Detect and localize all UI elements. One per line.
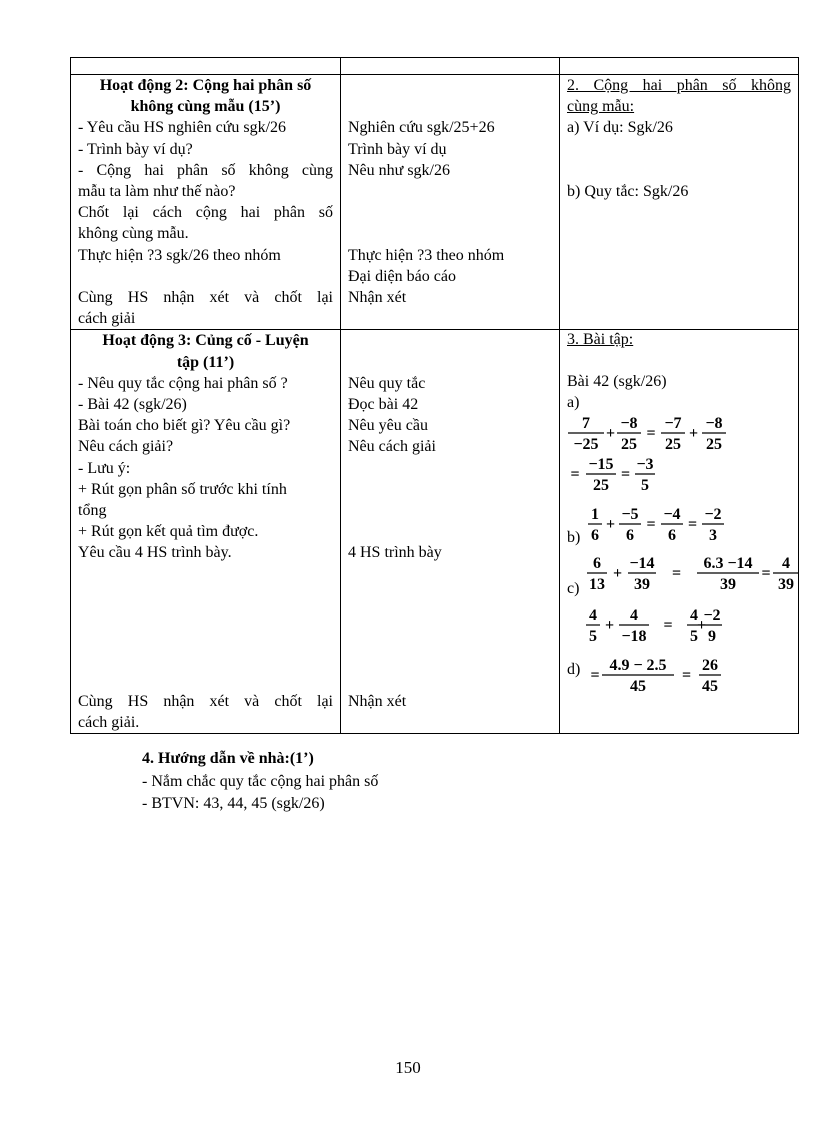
fraction (697, 555, 759, 593)
section-heading: cùng mẫu: (567, 98, 635, 116)
student-step: Đại diện báo cáo (348, 267, 456, 285)
fraction-denominator: −18 (621, 628, 647, 646)
fraction (702, 506, 724, 544)
rule-ref: b) Quy tắc: Sgk/26 (567, 182, 689, 200)
fraction-denominator: 13 (589, 576, 605, 594)
lesson-plan-table (70, 57, 799, 734)
fraction-numerator: −2 (704, 506, 722, 524)
student-step: Nêu cách giải (348, 438, 436, 456)
fraction-numerator: −4 (663, 506, 681, 524)
fraction-numerator: 4 (782, 555, 790, 573)
fraction-denominator: 45 (630, 678, 646, 696)
activity-title: tập (11’) (176, 353, 235, 371)
fraction (586, 456, 616, 494)
fraction-denominator: 6 (591, 527, 599, 545)
plus-sign: + (605, 425, 616, 443)
plus-sign: + (612, 565, 623, 583)
equals-sign: = (687, 516, 698, 534)
fraction-denominator: 3 (709, 527, 717, 545)
fraction-denominator: 6 (626, 527, 634, 545)
teacher-step: cách giải. (78, 713, 140, 731)
homework-heading: 4. Hướng dẫn về nhà:(1’) (142, 750, 314, 767)
fraction-denominator: 45 (702, 678, 718, 696)
equals-sign: = (646, 425, 656, 443)
fraction-numerator: 6 (593, 555, 601, 573)
plus-sign: + (688, 425, 699, 443)
homework-item: - Nắm chắc quy tắc cộng hai phân số (142, 772, 379, 790)
header-cell (71, 58, 341, 75)
student-step: 4 HS trình bày (348, 544, 442, 562)
part-label-b: b) (567, 529, 581, 547)
fraction-denominator: −25 (573, 436, 599, 454)
fraction (619, 607, 649, 645)
fraction-denominator: 25 (621, 436, 637, 454)
fraction-numerator: −8 (620, 415, 638, 433)
part-label-a: a) (567, 394, 580, 412)
fraction-numerator: 6.3 −14 (703, 555, 753, 573)
fraction-denominator: 39 (778, 576, 794, 594)
teacher-step: - Cộng hai phân số không cùng (78, 161, 333, 179)
fraction-numerator: 4 (630, 607, 638, 625)
teacher-step: - Lưu ý: (78, 459, 131, 477)
student-step: Thực hiện ?3 theo nhóm (348, 246, 505, 264)
fraction (661, 506, 683, 544)
teacher-step: - Yêu cầu HS nghiên cứu sgk/26 (78, 119, 287, 137)
fraction (628, 555, 656, 593)
section-heading: 3. Bài tập: (567, 331, 634, 349)
student-step: Nhận xét (348, 692, 407, 710)
fraction-numerator: −2 (703, 607, 721, 625)
activity-title: Hoạt động 3: Củng cố - Luyện (102, 332, 309, 350)
equals-sign: = (671, 565, 682, 583)
fraction (617, 415, 641, 453)
student-step: Nêu như sgk/26 (348, 161, 450, 179)
exercise-ref: Bài 42 (sgk/26) (567, 373, 667, 391)
fraction (702, 415, 726, 453)
activity-2-row (71, 75, 799, 330)
teacher-step: + Rút gọn kết quả tìm được. (78, 523, 259, 541)
activity-title: không cùng mẫu (15’) (130, 98, 281, 116)
teacher-step: - Trình bày ví dụ? (78, 140, 193, 158)
teacher-step: mẫu ta làm như thế nào? (78, 183, 236, 201)
student-step: Trình bày ví dụ (348, 140, 447, 158)
fraction-numerator: −8 (705, 415, 723, 433)
fraction (602, 657, 674, 695)
fraction-denominator: 39 (720, 576, 736, 594)
teacher-column (71, 75, 341, 330)
teacher-step: + Rút gọn phân số trước khi tính (78, 480, 287, 498)
fraction (635, 456, 655, 494)
page-number: 150 (395, 1058, 421, 1077)
homework-section (142, 748, 378, 816)
fraction-denominator: 25 (665, 436, 681, 454)
fraction (586, 607, 600, 645)
student-step: Đọc bài 42 (348, 396, 419, 413)
fraction (661, 415, 685, 453)
example-ref: a) Ví dụ: Sgk/26 (567, 119, 673, 137)
part-label-c: c) (567, 580, 580, 598)
teacher-step: Cùng HS nhận xét và chốt lại (78, 289, 333, 307)
fraction-denominator: 5 (589, 628, 597, 646)
teacher-step: không cùng mẫu. (78, 225, 189, 243)
teacher-step: Bài toán cho biết gì? Yêu cầu gì? (78, 417, 291, 435)
teacher-step: Chốt lại cách cộng hai phân số (78, 204, 333, 222)
equals-sign: = (590, 667, 600, 685)
equals-sign: = (570, 466, 580, 484)
teacher-step: Thực hiện ?3 sgk/26 theo nhóm (78, 246, 281, 264)
fraction-numerator: −5 (621, 506, 639, 524)
table-header-row (71, 58, 799, 75)
student-step: Nêu quy tắc (348, 374, 426, 392)
fraction-numerator: 4 (690, 607, 698, 625)
teacher-step: Cùng HS nhận xét và chốt lại (78, 692, 333, 710)
part-label-d: d) (567, 661, 581, 679)
header-cell (341, 58, 560, 75)
content-column (560, 330, 799, 734)
activity-title: Hoạt động 2: Cộng hai phân số (99, 77, 312, 94)
teacher-step: Yêu cầu 4 HS trình bày. (78, 544, 232, 562)
fraction (568, 415, 604, 453)
equals-sign: = (681, 667, 692, 685)
fraction-denominator: 25 (706, 436, 722, 454)
header-cell (560, 58, 799, 75)
fraction-denominator: 9 (708, 628, 716, 646)
fraction-denominator: 5 (690, 628, 698, 646)
fraction (619, 506, 641, 544)
student-column (341, 75, 560, 330)
fraction (773, 555, 799, 593)
equals-sign: = (646, 516, 656, 534)
equals-sign: = (620, 466, 631, 484)
fraction-numerator: −15 (588, 456, 614, 474)
teacher-step: tổng (78, 502, 107, 520)
teacher-step: Nêu cách giải? (78, 438, 174, 456)
fraction-denominator: 6 (668, 527, 676, 545)
activity-3-row (71, 330, 799, 734)
equals-sign: = (761, 565, 771, 583)
fraction-numerator: −14 (629, 555, 655, 573)
student-step: Nêu yêu cầu (348, 417, 428, 435)
fraction-numerator: 4 (589, 607, 597, 625)
fraction-numerator: 4.9 − 2.5 (609, 657, 667, 675)
fraction (699, 657, 721, 695)
plus-sign: + (605, 516, 616, 534)
plus-sign: + (696, 617, 707, 635)
plus-sign: + (604, 617, 615, 635)
student-step: Nghiên cứu sgk/25+26 (348, 119, 495, 137)
teacher-step: - Bài 42 (sgk/26) (78, 396, 187, 414)
teacher-step: cách giải (78, 310, 136, 328)
fraction (588, 506, 602, 544)
fraction-denominator: 25 (593, 477, 609, 495)
fraction-numerator: −3 (636, 456, 654, 474)
section-heading: 2. Cộng hai phân số không (567, 77, 791, 94)
exercise-solutions (567, 330, 806, 696)
fraction-equations (567, 330, 806, 720)
fraction (587, 555, 607, 593)
fraction-numerator: 1 (591, 506, 599, 524)
homework-item: - BTVN: 43, 44, 45 (sgk/26) (142, 795, 325, 812)
teacher-column (71, 330, 341, 734)
fraction-denominator: 5 (641, 477, 649, 495)
student-step: Nhận xét (348, 288, 407, 306)
teacher-step: - Nêu quy tắc cộng hai phân số ? (78, 374, 288, 392)
student-column (341, 330, 560, 734)
content-column (560, 75, 799, 330)
fraction-numerator: 26 (702, 657, 718, 675)
fraction-numerator: −7 (664, 415, 682, 433)
equals-sign: = (663, 617, 673, 635)
fraction-numerator: 7 (582, 415, 590, 433)
fraction-denominator: 39 (634, 576, 650, 594)
